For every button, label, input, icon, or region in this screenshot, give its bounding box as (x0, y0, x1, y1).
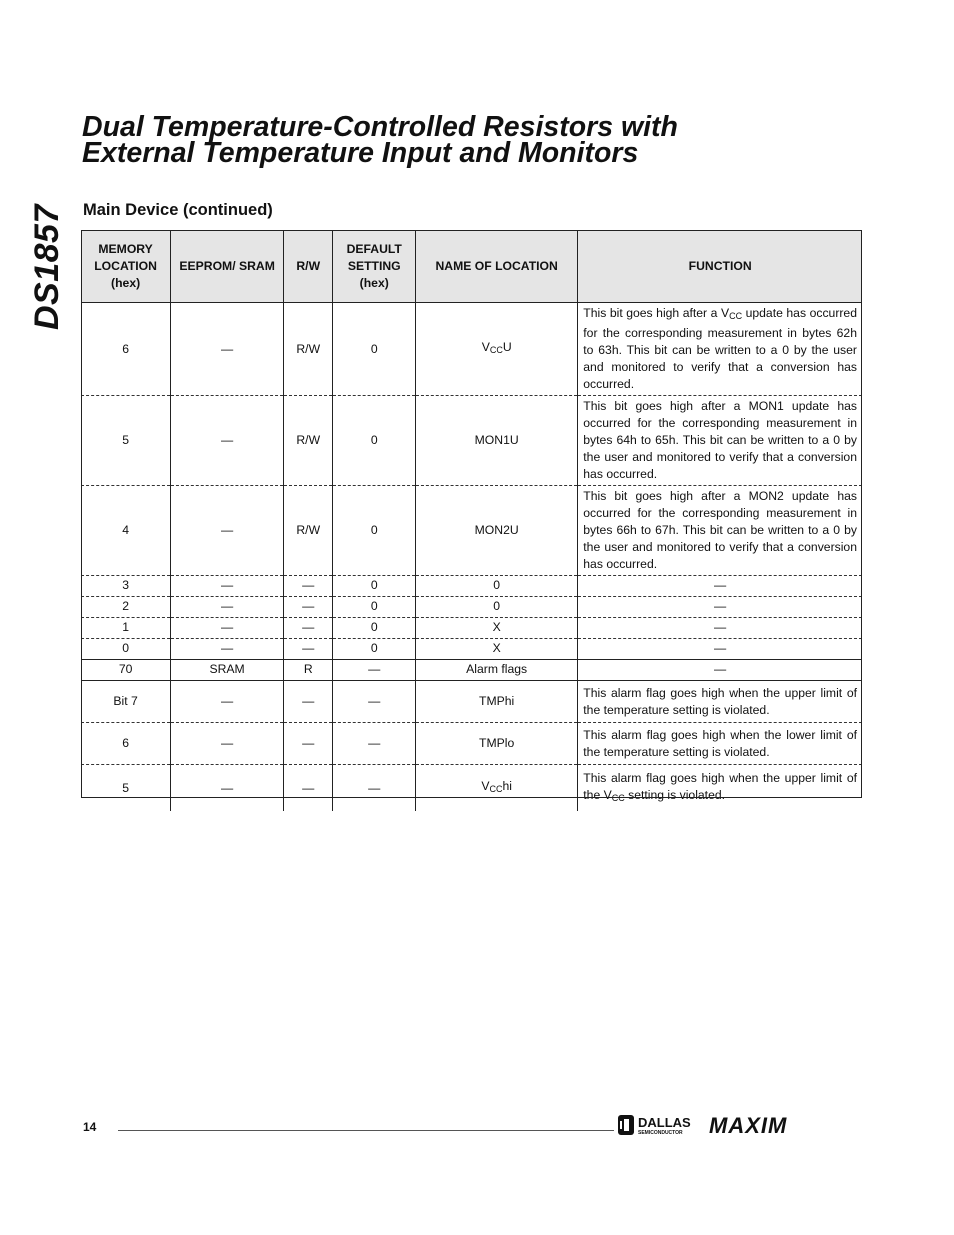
cell-rw: R (284, 660, 333, 681)
cell-function (578, 765, 862, 812)
cell-name: MON2U (416, 486, 578, 576)
table-row (81, 576, 862, 597)
cell-memory: — (171, 639, 284, 660)
cell-name (416, 303, 578, 396)
page-number: 14 (83, 1120, 97, 1134)
table-row (81, 639, 862, 660)
name-subscript: CC (489, 345, 503, 355)
cell-rw: R/W (284, 303, 333, 396)
cell-rw: R/W (284, 486, 333, 576)
function-text: This bit goes high after a V (583, 306, 730, 320)
name-text: V (481, 340, 490, 354)
cell-location: Bit 7 (81, 681, 171, 723)
title-line-2: External Temperature Input and Monitors (82, 137, 639, 169)
cell-function: — (578, 597, 862, 618)
cell-name: X (416, 639, 578, 660)
cell-memory: — (171, 618, 284, 639)
cell-function (578, 303, 862, 396)
cell-default: 0 (333, 486, 416, 576)
cell-name: X (416, 618, 578, 639)
cell-memory: — (171, 681, 284, 723)
cell-rw: — (284, 723, 333, 765)
cell-memory: — (171, 597, 284, 618)
cell-location: 5 (81, 765, 171, 812)
cell-memory: — (171, 396, 284, 486)
cell-memory: SRAM (171, 660, 284, 681)
cell-memory: — (171, 486, 284, 576)
cell-rw: — (284, 681, 333, 723)
col-header-default-setting: DEFAULT SETTING (hex) (333, 231, 416, 303)
cell-function: This alarm flag goes high when the upper limit of the temperature setting is violated. (578, 681, 862, 723)
cell-function: — (578, 639, 862, 660)
table-row (81, 765, 862, 812)
cell-location: 5 (81, 396, 171, 486)
cell-rw: — (284, 765, 333, 812)
function-text: update has occurred for the corresponding measurement in bytes 62h to 63h. This bit can be written to a 0 by the user and monitored to verify that a conversion has occurred. (583, 306, 857, 391)
register-table (81, 230, 862, 811)
cell-default: 0 (333, 618, 416, 639)
col-header-function: FUNCTION (578, 231, 862, 303)
cell-name: TMPhi (416, 681, 578, 723)
name-suffix: hi (502, 779, 512, 793)
cell-location: 4 (81, 486, 171, 576)
dallas-maxim-logo (617, 1113, 860, 1137)
cell-memory: — (171, 765, 284, 812)
name-subscript: CC (489, 784, 503, 794)
table-row (81, 681, 862, 723)
cell-rw: R/W (284, 396, 333, 486)
title-line-1: Dual Temperature-Controlled Resistors with (82, 111, 678, 143)
cell-default: — (333, 723, 416, 765)
logo-dallas: DALLAS (638, 1115, 691, 1130)
cell-name: 0 (416, 597, 578, 618)
cell-rw: — (284, 597, 333, 618)
cell-default: 0 (333, 576, 416, 597)
cell-location: 70 (81, 660, 171, 681)
cell-location: 3 (81, 576, 171, 597)
table-row (81, 618, 862, 639)
cell-rw: — (284, 576, 333, 597)
cell-location: 0 (81, 639, 171, 660)
cell-location: 6 (81, 723, 171, 765)
cell-default: — (333, 765, 416, 812)
cell-default: — (333, 681, 416, 723)
col-header-memory-location: MEMORY LOCATION (hex) (81, 231, 171, 303)
section-heading: Main Device (continued) (83, 201, 273, 219)
table-header-row (81, 231, 862, 303)
cell-function: This bit goes high after a MON1 update has occurred for the corresponding measurement in bytes 64h to 65h. This bit can be written to a 0 by the user and monitored to verify that a conversion has occurred. (578, 396, 862, 486)
name-text: V (481, 779, 490, 793)
function-text: setting is violated. (624, 787, 726, 802)
cell-name (416, 765, 578, 812)
cell-function: — (578, 660, 862, 681)
cell-default: 0 (333, 597, 416, 618)
cell-name: MON1U (416, 396, 578, 486)
table-row (81, 597, 862, 618)
function-subscript: CC (729, 311, 743, 321)
cell-location: 2 (81, 597, 171, 618)
cell-function: This alarm flag goes high when the lower limit of the temperature setting is violated. (578, 723, 862, 765)
cell-function: — (578, 618, 862, 639)
cell-memory: — (171, 303, 284, 396)
cell-default: 0 (333, 396, 416, 486)
footer-rule (118, 1130, 614, 1131)
function-text: This alarm flag goes high when the upper limit of the V (583, 770, 857, 802)
logo-maxim: MAXIM (709, 1113, 788, 1137)
cell-memory: — (171, 576, 284, 597)
table-row (81, 303, 862, 396)
table-row (81, 396, 862, 486)
cell-name: 0 (416, 576, 578, 597)
cell-default: 0 (333, 639, 416, 660)
col-header-name-of-location: NAME OF LOCATION (416, 231, 578, 303)
side-part-number: DS1857 (28, 204, 66, 330)
cell-name: TMPlo (416, 723, 578, 765)
dallas-logo-mark-icon (618, 1115, 634, 1135)
col-header-rw: R/W (284, 231, 333, 303)
cell-name: Alarm flags (416, 660, 578, 681)
cell-rw: — (284, 618, 333, 639)
cell-location: 1 (81, 618, 171, 639)
cell-function: — (578, 576, 862, 597)
cell-default: — (333, 660, 416, 681)
table-row (81, 723, 862, 765)
cell-location: 6 (81, 303, 171, 396)
logo-semiconductor: SEMICONDUCTOR (638, 1130, 683, 1136)
cell-memory: — (171, 723, 284, 765)
cell-default: 0 (333, 303, 416, 396)
col-header-eeprom-sram: EEPROM/ SRAM (171, 231, 284, 303)
name-suffix: U (502, 340, 512, 354)
cell-function: This bit goes high after a MON2 update has occurred for the corresponding measurement in bytes 66h to 67h. This bit can be written to a 0 by the user and monitored to verify that a conversion has occurred. (578, 486, 862, 576)
table-row (81, 660, 862, 681)
function-subscript: CC (611, 792, 625, 803)
cell-rw: — (284, 639, 333, 660)
table-row (81, 486, 862, 576)
document-title (82, 111, 678, 169)
